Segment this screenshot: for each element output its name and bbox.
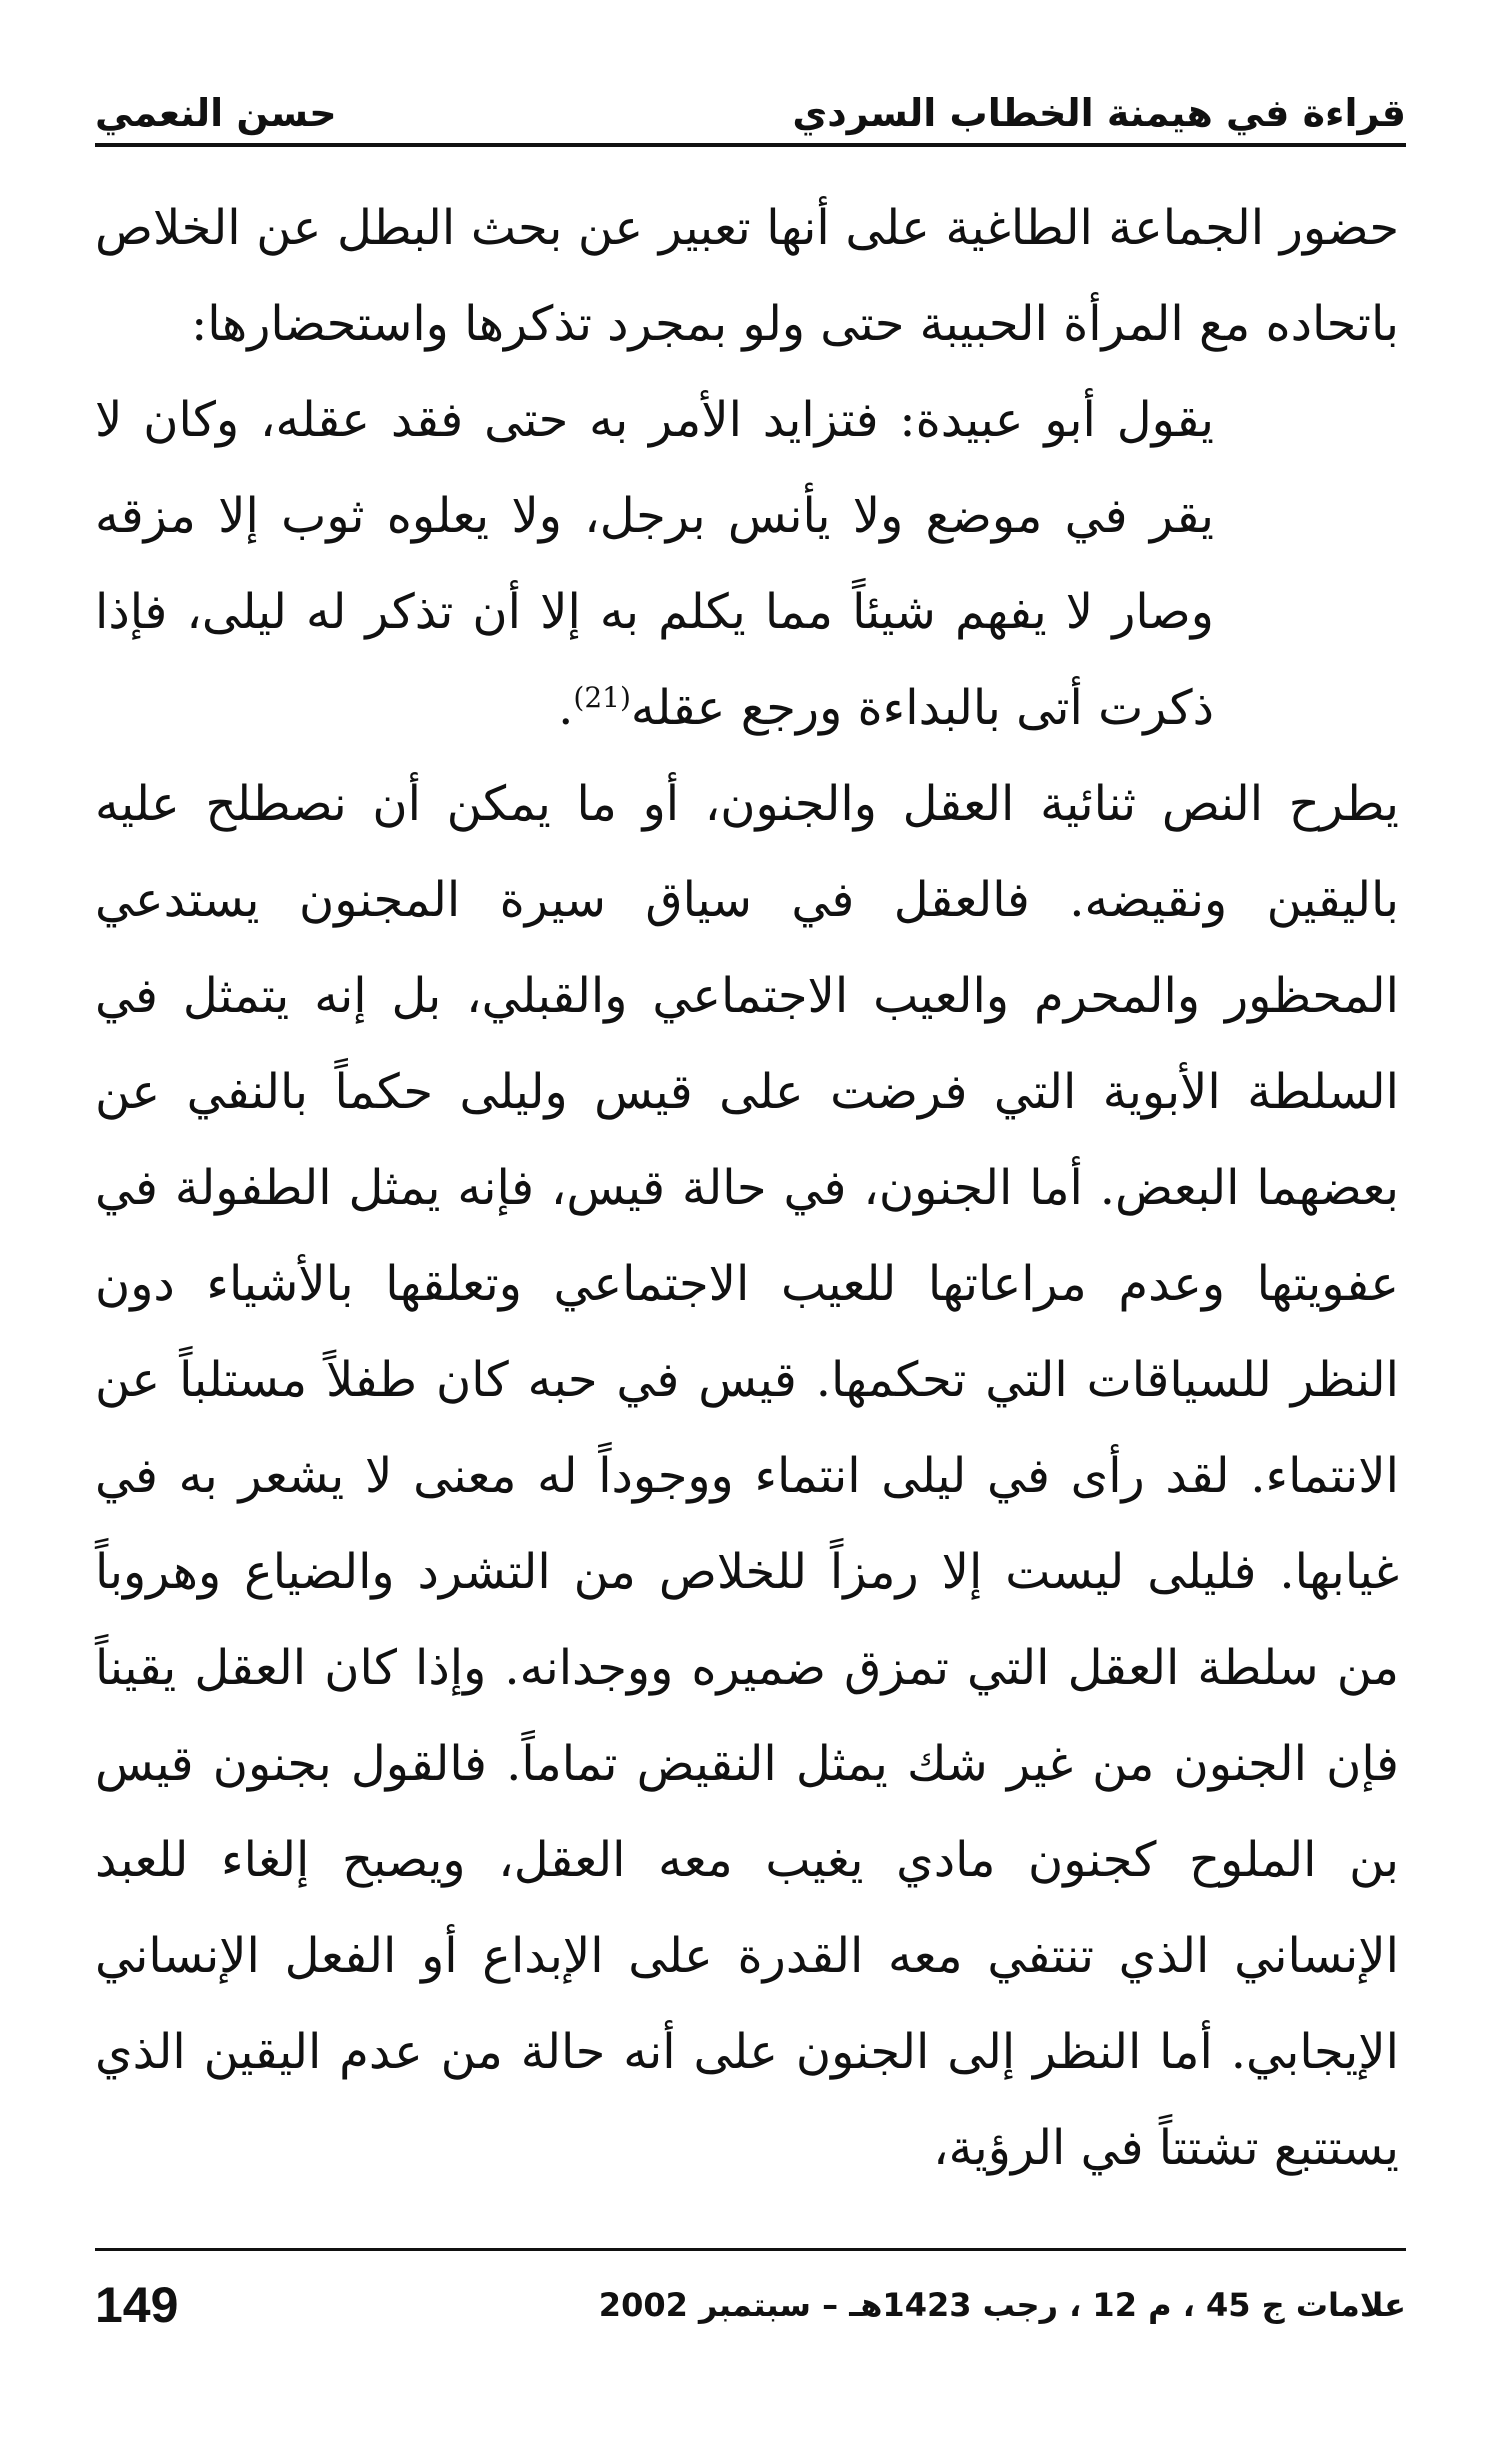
paragraph-main: يطرح النص ثنائية العقل والجنون، أو ما يمكن أن نصطلح عليه باليقين ونقيضه. فالعقل في سياق سيرة المجنون يستدعي المحظور والمحرم والعيب الاجتماعي والقبلي، بل إنه يتمثل في السلطة الأبوية التي فرضت على قيس وليلى حكماً بالنفي عن بعضهما البعض. أما الجنون، في حالة قيس، فإنه يمثل الطفولة في عفويتها وعدم مراعاتها للعيب الاجتماعي وتعلقها بالأشياء دون النظر للسياقات التي تحكمها. قيس في حبه كان طفلاً مستلباً عن الانتماء. لقد رأى في ليلى انتماء ووجوداً له معنى لا يشعر به في غيابها. فليلى ليست إلا رمزاً للخلاص من التشرد والضياع وهروباً من سلطة العقل التي تمزق ضميره ووجدانه. وإذا كان العقل يقيناً فإن الجنون من غير شك يمثل النقيض تماماً. فالقول بجنون قيس بن الملوح كجنون مادي يغيب معه العقل، ويصبح إلغاء للعبد الإنساني الذي تنتفي معه القدرة على الإبداع أو الفعل الإنساني الإيجابي. أما النظر إلى الجنون على أنه حالة من عدم اليقين الذي يستتبع تشتتاً في الرؤية،: [95, 776, 1399, 2176]
quote-text: يقول أبو عبيدة: فتزايد الأمر به حتى فقد عقله، وكان لا يقر في موضع ولا يأنس برجل، ولا يعلوه ثوب إلا مزقه وصار لا يفهم شيئاً مما يكلم به إلا أن تذكر له ليلى، فإذا ذكرت أتى بالبداءة ورجع عقله: [95, 392, 1214, 736]
running-header: [95, 62, 1406, 135]
page-number: 149: [95, 2277, 179, 2333]
header-divider: [95, 143, 1406, 147]
author-name: حسن النعمي: [95, 91, 337, 135]
body-text: [95, 180, 1399, 2196]
block-quote: [95, 372, 1399, 756]
article-title: قراءة في هيمنة الخطاب السردي: [792, 91, 1406, 135]
quote-end: .: [558, 680, 574, 736]
paragraph-intro: حضور الجماعة الطاغية على أنها تعبير عن بحث البطل عن الخلاص باتحاده مع المرأة الحبيبة حتى ولو بمجرد تذكرها واستحضارها:: [95, 200, 1399, 352]
footer-divider: [95, 2248, 1406, 2251]
footnote-reference: (21): [573, 681, 631, 714]
journal-info: علامات ج 45 ، م 12 ، رجب 1423هـ – سبتمبر 2002: [598, 2286, 1406, 2324]
running-footer: [95, 2270, 1406, 2340]
